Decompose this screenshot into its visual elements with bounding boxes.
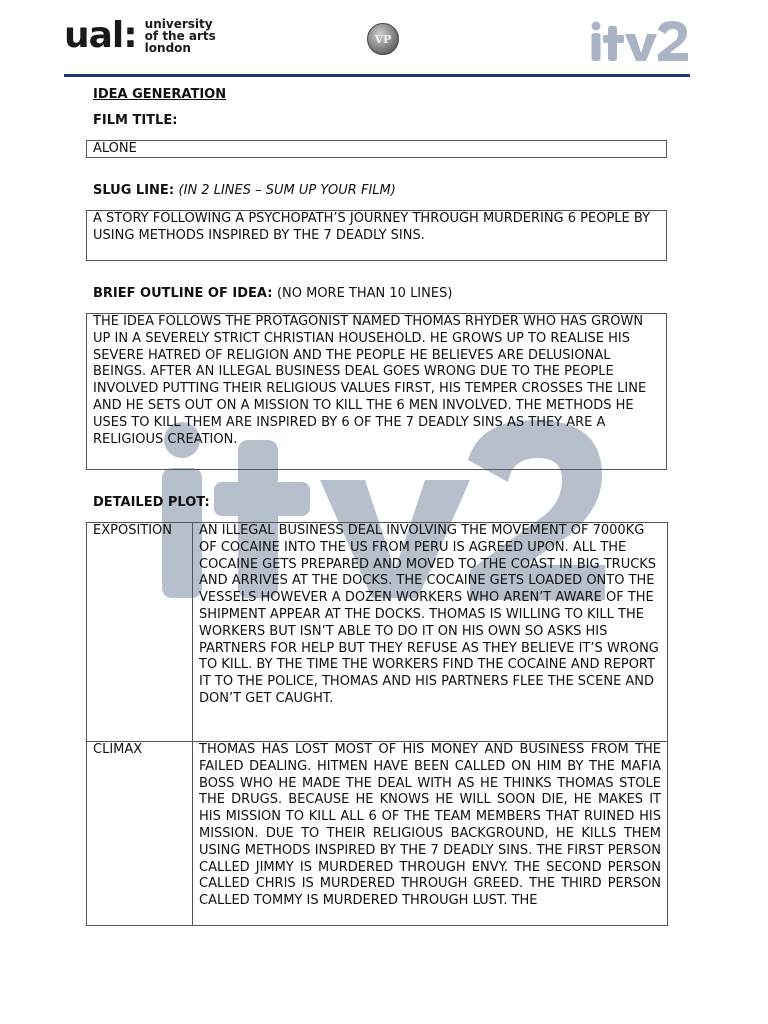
ual-logo bbox=[64, 15, 216, 56]
plot-stage-cell bbox=[193, 742, 668, 926]
outline-value: THE IDEA FOLLOWS THE PROTAGONIST NAMED THOMAS RHYDER WHO HAS GROWN UP IN A SEVERELY STRICT CHRISTIAN HOUSEHOLD. HE GROWS UP TO REALISE HIS SEVERE HATRED OF RELIGION AND THE PEOPLE HE BELIEVES ARE DELUSIONAL BEINGS. AFTER AN ILLEGAL BUSINESS DEAL GOES WRONG DUE TO THE PEOPLE INVOLVED PUTTING THEIR RELIGIOUS VALUES FIRST, HIS TEMPER CROSSES THE LINE AND HE SETS OUT ON A MISSION TO KILL THE 6 MEN INVOLVED. THE METHODS HE USES TO KILL THEM ARE INSPIRED BY 6 OF THE 7 DEADLY SINS AS THEY ARE A RELIGIOUS CREATION. bbox=[93, 314, 647, 447]
page-title: IDEA GENERATION bbox=[93, 87, 227, 102]
ual-line: of the arts bbox=[144, 29, 216, 43]
plot-stage-label: CLIMAX bbox=[87, 742, 193, 926]
film-title-value: ALONE bbox=[93, 141, 137, 156]
plot-stage-label: EXPOSITION bbox=[87, 523, 193, 742]
film-title-label: FILM TITLE: bbox=[93, 113, 178, 128]
outline-note: (NO MORE THAN 10 LINES) bbox=[276, 286, 453, 301]
itv2-logo bbox=[590, 20, 690, 64]
plot-stage-text: THOMAS HAS LOST MOST OF HIS MONEY AND BUSINESS FROM THE FAILED DEALING. HITMEN HAVE BEEN CALLED ON HIM BY THE MAFIA BOSS WHO HE MADE THE DEAL WITH AS HE THINKS THOMAS STOLE THE DRUGS. BECAUSE HE KNOWS HE WILL SOON DIE, HE MAKES IT HIS MISSION TO KILL ALL 6 OF THE TEAM MEMBERS THAT RUINED HIS MISSION. DUE TO THEIR RELIGIOUS BACKGROUND, HE KILLS THEM USING METHODS INSPIRED BY THE 7 DEADLY SINS. THE FIRST PERSON CALLED JIMMY IS MURDERED THROUGH ENVY. THE SECOND PERSON CALLED CHRIS IS MURDERED THROUGH GREED. THE THIRD PERSON CALLED TOMMY IS MURDERED THROUGH LUST. THE bbox=[199, 742, 661, 909]
ual-wordmark bbox=[145, 18, 216, 54]
detailed-plot-label: DETAILED PLOT: bbox=[93, 495, 210, 510]
ual-mark: ual: bbox=[64, 15, 137, 56]
ual-line: university bbox=[144, 17, 213, 31]
outline-label: BRIEF OUTLINE OF IDEA: bbox=[93, 286, 273, 301]
slug-line-label: SLUG LINE: bbox=[93, 183, 175, 198]
header-rule bbox=[64, 74, 690, 77]
slug-line-heading bbox=[93, 183, 396, 198]
table-row bbox=[87, 523, 668, 742]
detailed-plot-table bbox=[86, 522, 668, 926]
outline-heading bbox=[93, 286, 452, 301]
table-row bbox=[87, 742, 668, 926]
slug-line-note: (IN 2 LINES – SUM UP YOUR FILM) bbox=[178, 183, 396, 198]
slug-line-value: A STORY FOLLOWING A PSYCHOPATH’S JOURNEY THROUGH MURDERING 6 PEOPLE BY USING METHODS INSPIRED BY THE 7 DEADLY SINS. bbox=[93, 211, 651, 243]
ual-line: london bbox=[144, 41, 191, 55]
vp-badge-logo: VP bbox=[367, 23, 399, 55]
slug-line-field bbox=[86, 210, 667, 261]
plot-stage-text: AN ILLEGAL BUSINESS DEAL INVOLVING THE MOVEMENT OF 7000KG OF COCAINE INTO THE US FROM PERU IS AGREED UPON. ALL THE COCAINE GETS PREPARED AND MOVED TO THE COAST IN BIG TRUCKS AND ARRIVES AT THE DOCKS. THE COCAINE GETS LOADED ONTO THE VESSELS HOWEVER A DOZEN WORKERS WHO AREN’T AWARE OF THE SHIPMENT APPEAR AT THE DOCKS. THOMAS IS WILLING TO KILL THE WORKERS BUT ISN’T ABLE TO DO IT ON HIS OWN SO ASKS HIS PARTNERS FOR HELP BUT THEY REFUSE AS THEY BELIEVE IT’S WRONG TO KILL. BY THE TIME THE WORKERS FIND THE COCAINE AND REPORT IT TO THE POLICE, THOMAS AND HIS PARTNERS FLEE THE SCENE AND DON’T GET CAUGHT. bbox=[193, 523, 668, 742]
film-title-field bbox=[86, 140, 667, 158]
outline-field bbox=[86, 313, 667, 470]
